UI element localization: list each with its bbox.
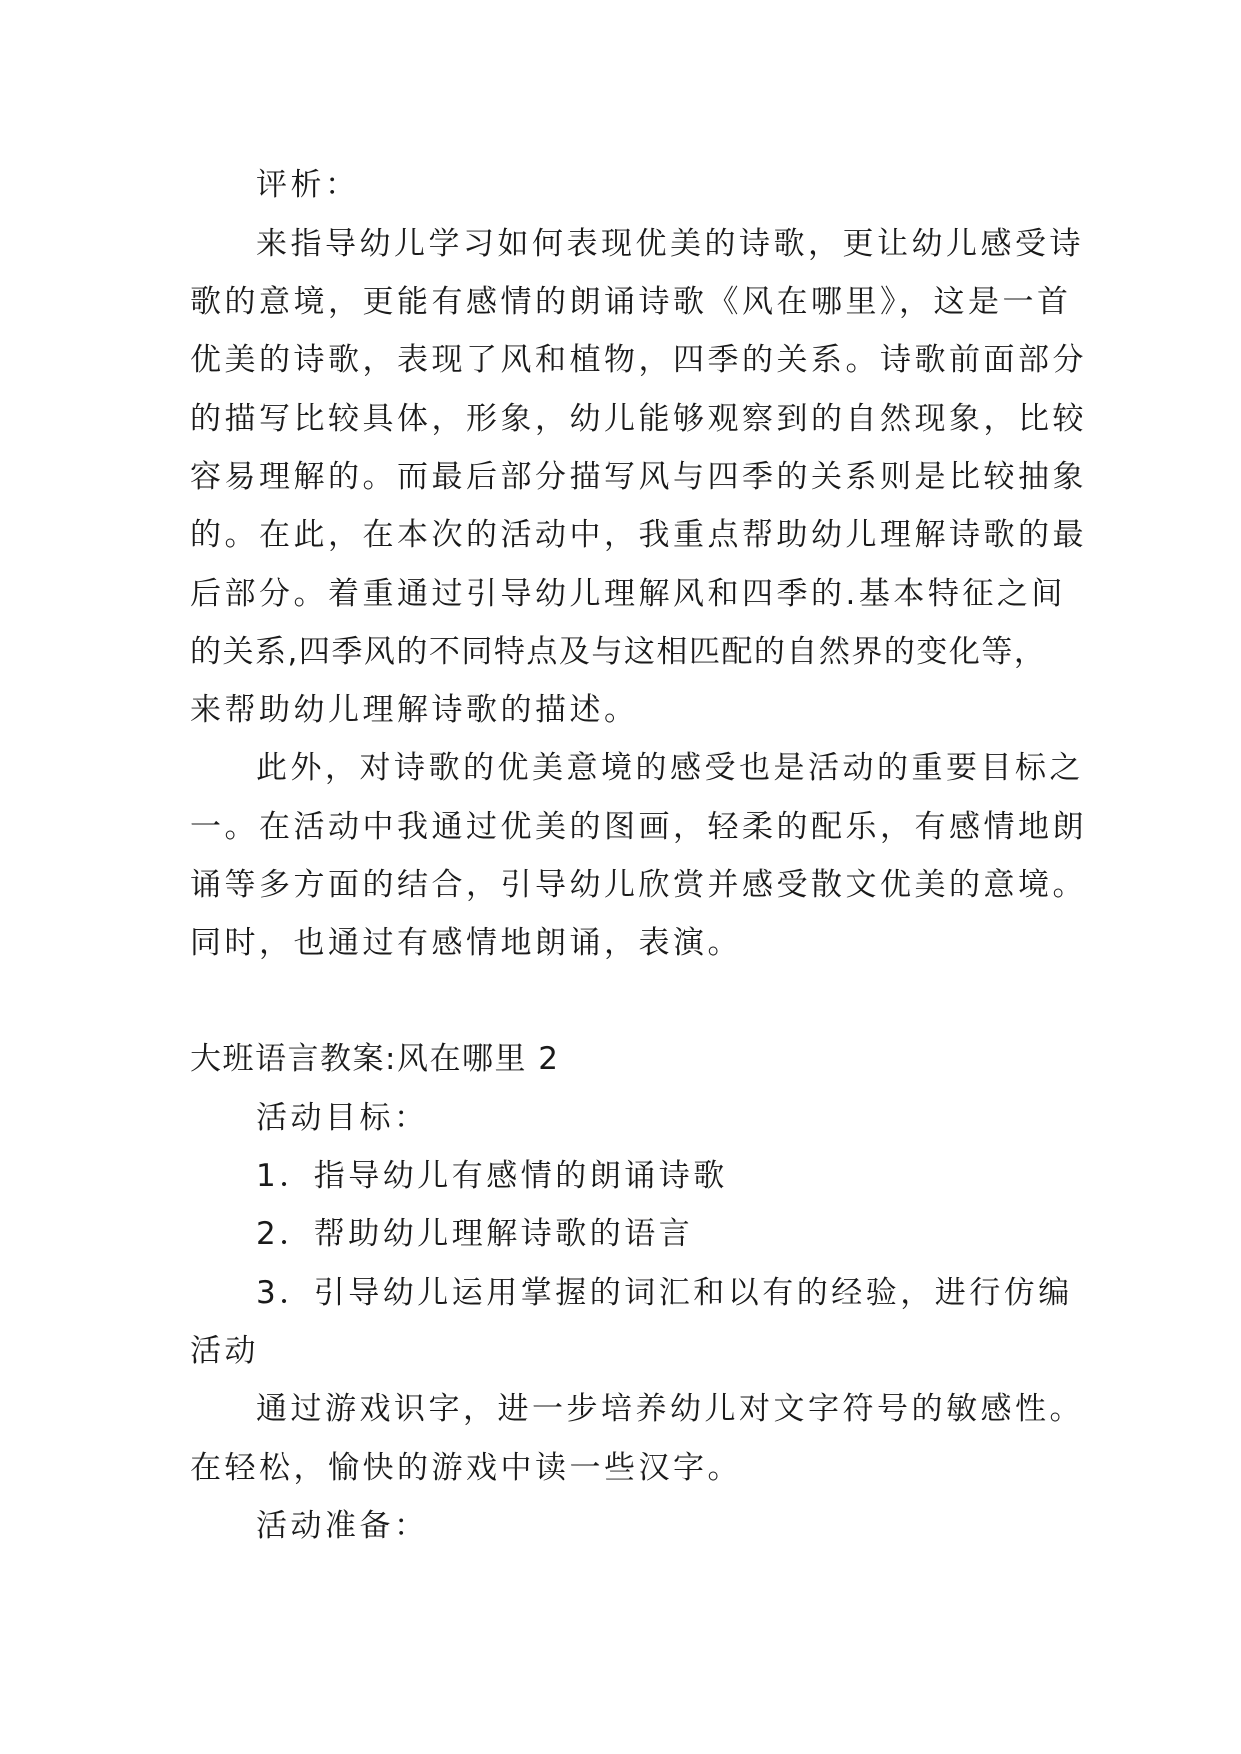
paragraph-line: 来指导幼儿学习如何表现优美的诗歌，更让幼儿感受诗	[256, 226, 1084, 262]
paragraph-line: 后部分。着重通过引导幼儿理解风和四季的.基本特征之间	[190, 576, 1066, 612]
goal-item-continuation: 活动	[190, 1333, 259, 1369]
paragraph-line: 通过游戏识字，进一步培养幼儿对文字符号的敏感性。	[256, 1391, 1084, 1427]
goal-item: 2．帮助幼儿理解诗歌的语言	[256, 1216, 694, 1252]
paragraph-line: 诵等多方面的结合，引导幼儿欣赏并感受散文优美的意境。	[190, 867, 1087, 903]
paragraph-line: 来帮助幼儿理解诗歌的描述。	[190, 692, 639, 728]
goals-heading: 活动目标：	[256, 1100, 429, 1136]
paragraph-line: 在轻松，愉快的游戏中读一些汉字。	[190, 1450, 742, 1486]
paragraph-line: 歌的意境，更能有感情的朗诵诗歌《风在哪里》，这是一首	[190, 284, 1072, 320]
prep-heading: 活动准备：	[256, 1508, 429, 1544]
paragraph-line: 的描写比较具体，形象，幼儿能够观察到的自然现象，比较	[190, 401, 1087, 437]
paragraph-line: 的。在此，在本次的活动中，我重点帮助幼儿理解诗歌的最	[190, 517, 1087, 553]
paragraph-line: 此外，对诗歌的优美意境的感受也是活动的重要目标之	[256, 750, 1084, 786]
paragraph-line: 的关系,四季风的不同特点及与这相匹配的自然界的变化等，	[190, 634, 1047, 670]
section-heading-analysis: 评析：	[256, 167, 360, 203]
paragraph-line: 优美的诗歌，表现了风和植物，四季的关系。诗歌前面部分	[190, 342, 1087, 378]
paragraph-line: 一。在活动中我通过优美的图画，轻柔的配乐，有感情地朗	[190, 809, 1087, 845]
goal-item: 3．引导幼儿运用掌握的词汇和以有的经验，进行仿编	[256, 1275, 1073, 1311]
goal-item: 1．指导幼儿有感情的朗诵诗歌	[256, 1158, 728, 1194]
paragraph-line: 同时，也通过有感情地朗诵，表演。	[190, 925, 742, 961]
paragraph-line: 容易理解的。而最后部分描写风与四季的关系则是比较抽象	[190, 459, 1087, 495]
document-section-title: 大班语言教案:风在哪里 2	[190, 1041, 560, 1077]
